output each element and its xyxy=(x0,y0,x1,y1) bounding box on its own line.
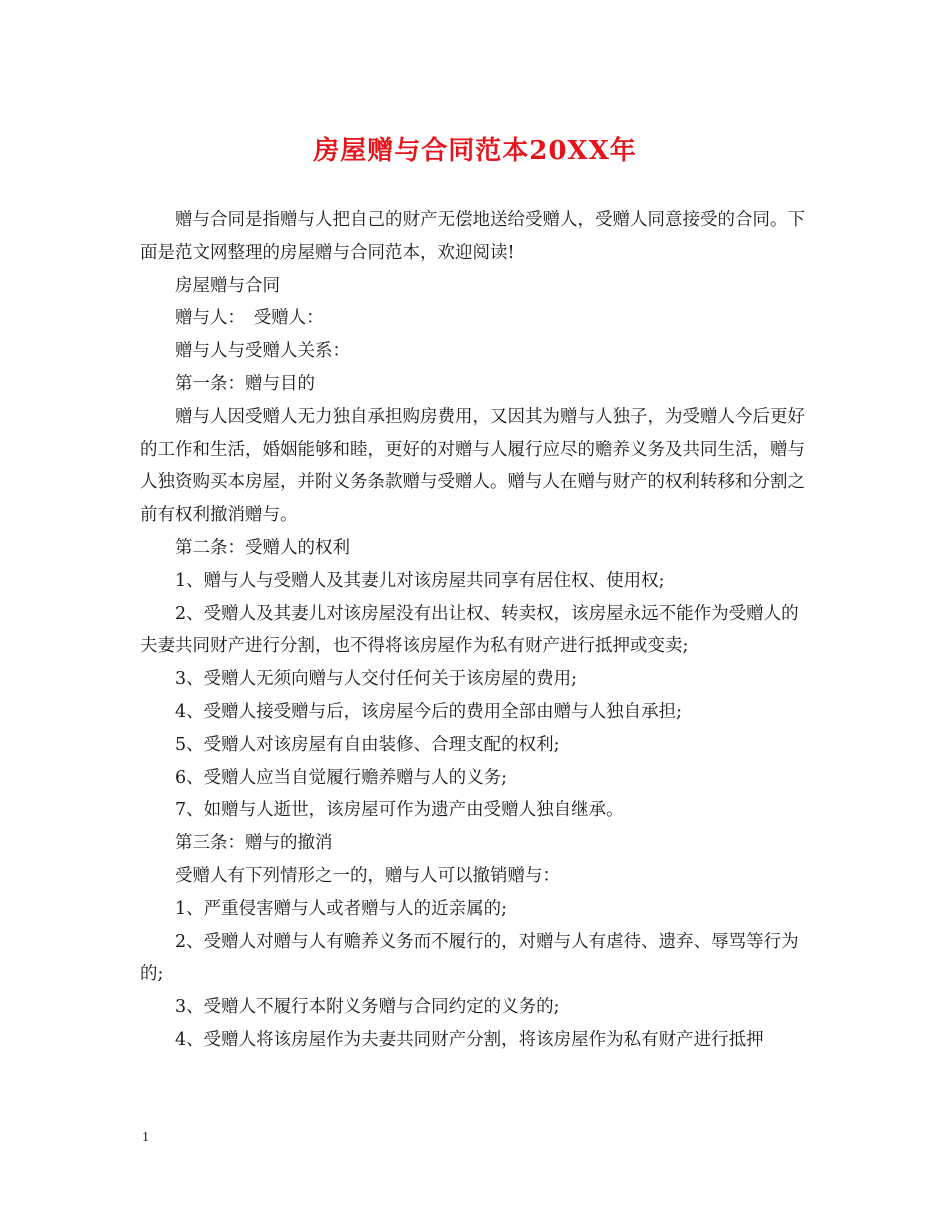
paragraph-contract-heading: 房屋赠与合同 xyxy=(175,275,280,296)
paragraph-relationship: 赠与人与受赠人关系： xyxy=(175,341,350,362)
section-heading-revocation: 第三条：赠与的撤消 xyxy=(175,833,333,854)
list-item: 5、受赠人对该房屋有自由装修、合理支配的权利; xyxy=(175,734,560,755)
page-title: 房屋赠与合同范本20XX年 xyxy=(313,136,637,166)
list-item: 3、受赠人不履行本附义务赠与合同约定的义务的; xyxy=(175,997,560,1018)
page-number: 1 xyxy=(142,1130,149,1145)
paragraph-revocation-intro: 受赠人有下列情形之一的，赠与人可以撤销赠与： xyxy=(175,865,560,886)
list-item: 2、受赠人对赠与人有赡养义务而不履行的，对赠与人有虐待、遗弃、辱骂等行为的; xyxy=(140,931,799,985)
list-item: 1、严重侵害赠与人或者赠与人的近亲属的; xyxy=(175,898,508,919)
list-item: 4、受赠人接受赠与后，该房屋今后的费用全部由赠与人独自承担; xyxy=(175,701,683,722)
section-heading-rights: 第二条：受赠人的权利 xyxy=(175,537,350,558)
list-item: 1、赠与人与受赠人及其妻儿对该房屋共同享有居住权、使用权; xyxy=(175,570,665,591)
list-item: 7、如赠与人逝世，该房屋可作为遗产由受赠人独自继承。 xyxy=(175,800,624,821)
document-body xyxy=(140,204,816,1057)
paragraph-purpose: 赠与人因受赠人无力独自承担购房费用，又因其为赠与人独子，为受赠人今后更好的工作和生活，婚姻能够和睦，更好的对赠与人履行应尽的赡养义务及共同生活，赠与人独资购买本房屋，并附义务条款赠与受赠人。赠与人在赠与财产的权利转移和分割之前有权利撤消赠与。 xyxy=(140,406,805,526)
list-item: 3、受赠人无须向赠与人交付任何关于该房屋的费用; xyxy=(175,669,578,690)
paragraph-intro: 赠与合同是指赠与人把自己的财产无偿地送给受赠人，受赠人同意接受的合同。下面是范文网整理的房屋赠与合同范本，欢迎阅读! xyxy=(140,210,805,263)
list-item: 6、受赠人应当自觉履行赡养赠与人的义务; xyxy=(175,767,508,788)
section-heading-purpose: 第一条：赠与目的 xyxy=(175,373,315,394)
list-item: 4、受赠人将该房屋作为夫妻共同财产分割，将该房屋作为私有财产进行抵押 xyxy=(175,1029,764,1050)
list-item: 2、受赠人及其妻儿对该房屋没有出让权、转卖权，该房屋永远不能作为受赠人的夫妻共同财产进行分割，也不得将该房屋作为私有财产进行抵押或变卖; xyxy=(140,603,799,657)
paragraph-parties: 赠与人： 受赠人： xyxy=(175,308,324,329)
